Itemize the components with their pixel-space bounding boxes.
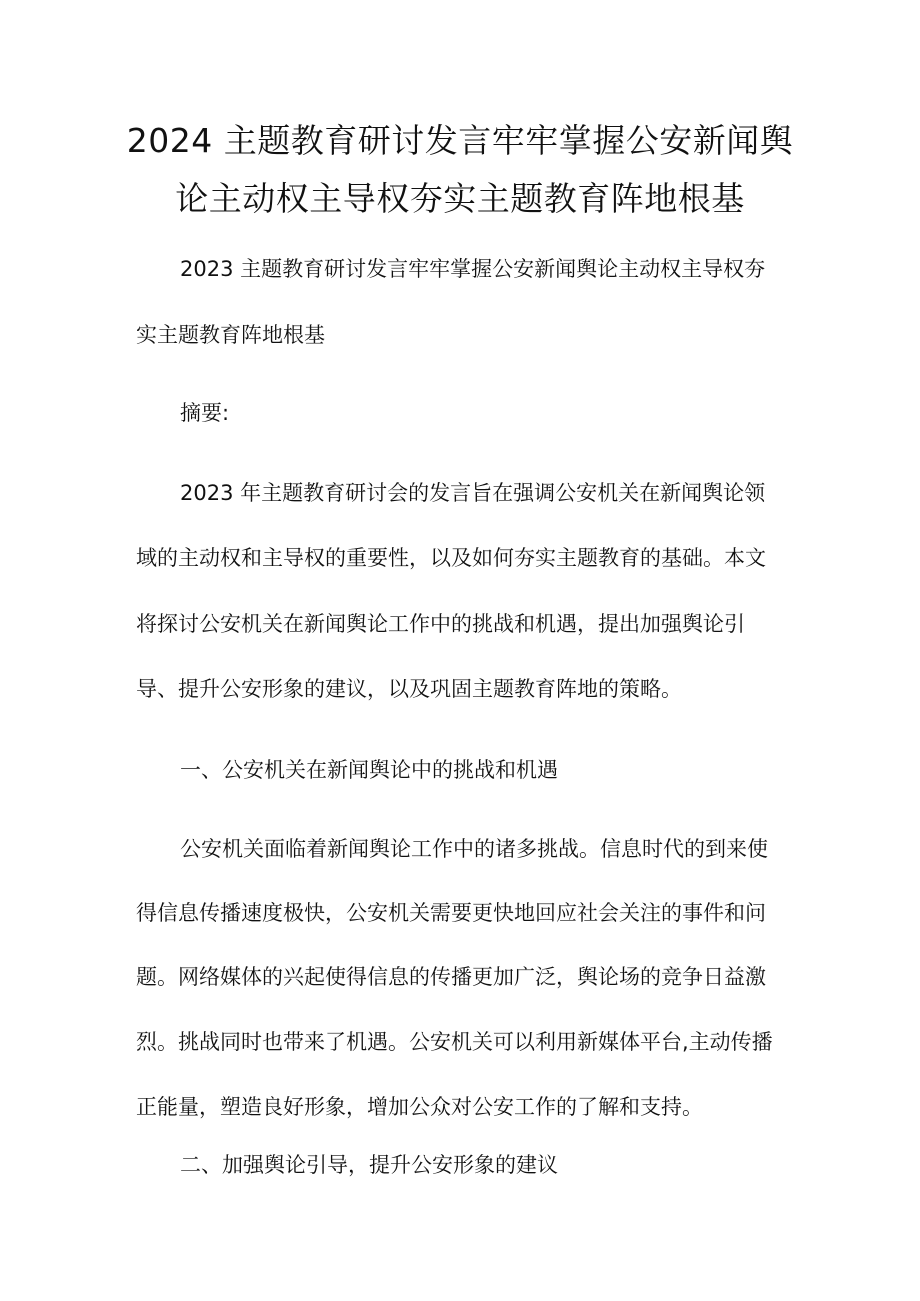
abstract-line-2: 域的主动权和主导权的重要性，以及如何夯实主题教育的基础。本文 bbox=[136, 546, 766, 570]
abstract-line-3: 将探讨公安机关在新闻舆论工作中的挑战和机遇，提出加强舆论引 bbox=[136, 612, 745, 636]
section-1-line-3: 题。网络媒体的兴起使得信息的传播更加广泛，舆论场的竞争日益激 bbox=[136, 965, 766, 989]
abstract-line-1: 2023 年主题教育研讨会的发言旨在强调公安机关在新闻舆论领 bbox=[180, 481, 766, 505]
title-line-2: 论主动权主导权夯实主题教育阵地根基 bbox=[175, 179, 745, 218]
document-title bbox=[120, 112, 800, 228]
section-1-line-1: 公安机关面临着新闻舆论工作中的诸多挑战。信息时代的到来使 bbox=[180, 837, 768, 861]
section-1-line-4: 烈。挑战同时也带来了机遇。公安机关可以利用新媒体平台,主动传播 bbox=[136, 1030, 773, 1054]
abstract-heading: 摘要: bbox=[180, 401, 230, 425]
section-1-line-2: 得信息传播速度极快，公安机关需要更快地回应社会关注的事件和问 bbox=[136, 901, 766, 925]
title-line-1: 2024 主题教育研讨发言牢牢掌握公安新闻舆 bbox=[126, 121, 794, 160]
section-1-heading: 一、公安机关在新闻舆论中的挑战和机遇 bbox=[180, 758, 558, 782]
subtitle-line-1: 2023 主题教育研讨发言牢牢掌握公安新闻舆论主动权主导权夯 bbox=[180, 257, 766, 281]
section-1-line-5: 正能量，塑造良好形象，增加公众对公安工作的了解和支持。 bbox=[136, 1095, 703, 1119]
section-2-heading: 二、加强舆论引导，提升公安形象的建议 bbox=[180, 1153, 558, 1177]
subtitle-line-2: 实主题教育阵地根基 bbox=[136, 323, 325, 347]
abstract-line-4: 导、提升公安形象的建议，以及巩固主题教育阵地的策略。 bbox=[136, 677, 682, 701]
